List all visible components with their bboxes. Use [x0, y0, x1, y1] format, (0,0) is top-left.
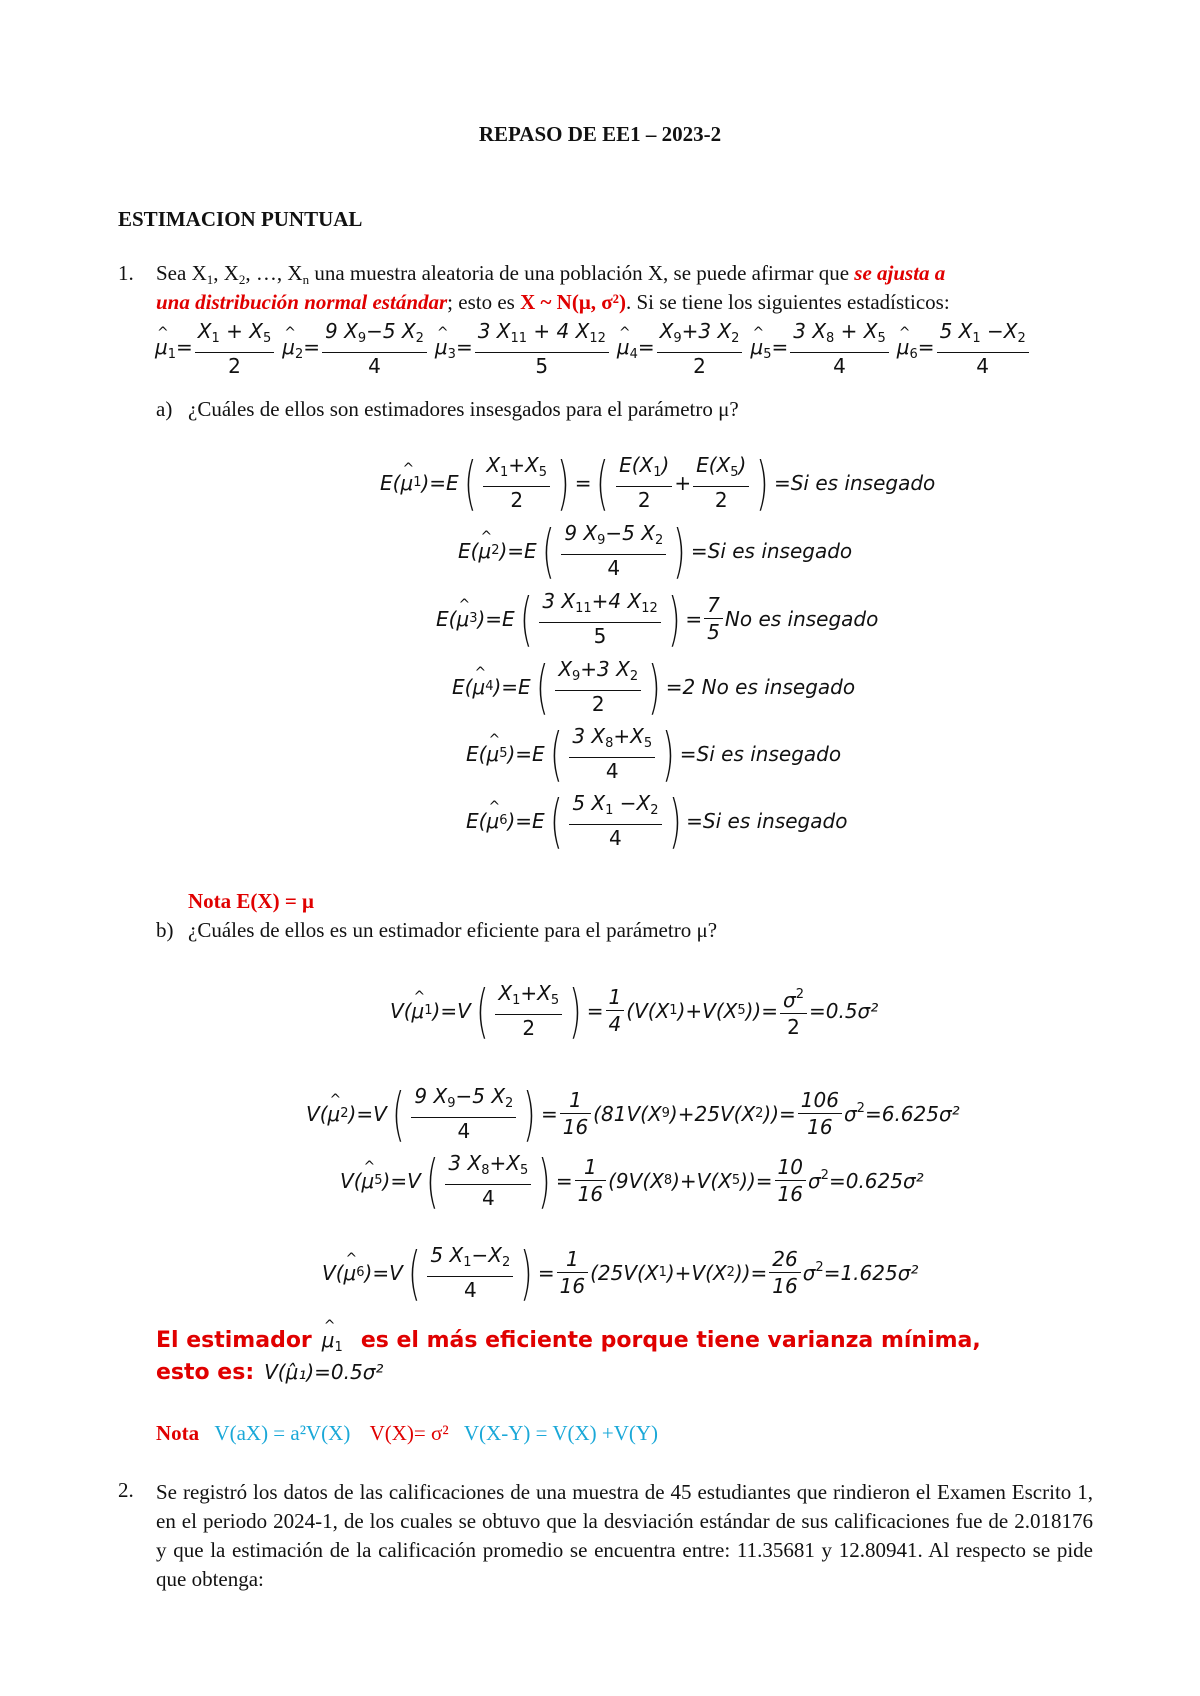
fraction: $\frac{E(X_5)}{2}$ — [693, 452, 749, 513]
fraction: $\frac{3 X_8 + X_5}{4}$ — [790, 318, 889, 379]
q1-highlight: una distribución normal estándar — [156, 290, 448, 314]
subscript: 1 — [206, 272, 214, 287]
fraction: $\frac{1}{16}$ — [575, 1154, 606, 1207]
estimator-mu3: ^ $\mu_3=$ — [435, 335, 473, 362]
conclusion-text: es el más eficiente porque tiene varianza mínima, — [360, 1328, 981, 1353]
fraction: $\frac{3 X_8+X_5}{4}$ — [445, 1150, 531, 1211]
q1-text-part: Sea X — [156, 261, 207, 285]
fraction: $\frac{106}{16}$ — [798, 1087, 842, 1140]
expectation-eq-4: E ( ^ μ 4 )= E ( $\frac{X_9+3 X_2}{2}$ ) = 2 No es insegado — [452, 656, 855, 717]
variance-result: 6.625σ² — [881, 1101, 960, 1126]
fraction: $\frac{3 X_{11}+4 X_{12}}{5}$ — [539, 588, 660, 649]
conclusion-text: El estimador — [156, 1328, 312, 1353]
conclusion-text: esto es: — [156, 1360, 255, 1385]
subscript: 2 — [238, 272, 246, 287]
estimator-definitions — [155, 318, 1031, 379]
section-heading: ESTIMACION PUNTUAL — [118, 207, 363, 231]
expectation-eq-1: E ( ^ μ 1 )= E ( $\frac{X_1+X_5}{2}$ ) = ( $\frac{E(X_1)}{2}$ + $\frac{E(X_5)}{2}$ ) = Si es insegado — [380, 452, 935, 513]
estimator-mu6: ^ $\mu_6=$ — [897, 335, 935, 362]
fraction: $\frac{9 X_9-5 X_2}{4}$ — [411, 1083, 516, 1144]
q1-line1 — [156, 261, 945, 288]
note-label: Nota — [156, 1421, 200, 1445]
q1-number: 1. — [118, 261, 134, 285]
variance-result: 1.625σ² — [840, 1260, 919, 1285]
part-a-question: ¿Cuáles de ellos son estimadores insesgados para el parámetro μ? — [188, 397, 739, 421]
part-b-label: b) — [156, 918, 174, 942]
q1-text-part: . Si se tiene los siguientes estadísticos: — [625, 290, 950, 314]
conclusion-value: V(μ̂₁)=0.5σ² — [264, 1360, 384, 1384]
estimator-mu4: ^ $\mu_4=$ — [617, 335, 655, 362]
fraction: $\frac{9 X_9-5 X_2}{4}$ — [561, 520, 666, 581]
fraction: $\frac{5 X_1 -X_2}{4}$ — [569, 790, 661, 851]
fraction: $\frac{X_1+X_5}{2}$ — [483, 452, 550, 513]
estimator-mu5: ^ $\mu_5=$ — [750, 335, 788, 362]
fraction: $\frac{1}{4}$ — [606, 984, 625, 1037]
expectation-eq-5: E ( ^ μ 5 )= E ( $\frac{3 X_8+X_5}{4}$ ) = Si es insegado — [466, 723, 841, 784]
fraction: $\frac{E(X_1)}{2}$ — [616, 452, 672, 513]
variance-rule-sigma: V(X)= σ² — [369, 1421, 449, 1445]
page-title: REPASO DE EE1 – 2023-2 — [478, 122, 722, 146]
note-variance — [156, 1421, 658, 1446]
result-text: Si es insegado — [707, 538, 853, 563]
fraction: $\frac{10}{16}$ — [775, 1154, 806, 1207]
estimator-mu1-symbol: ^ $\mu_1$ — [322, 1328, 343, 1352]
variance-rule-scale: V(aX) = a²V(X) — [214, 1421, 351, 1445]
result-text: No es insegado — [724, 606, 879, 631]
q1-text-part: , …, X — [245, 261, 303, 285]
fraction: $\frac{3 X_8+X_5}{4}$ — [569, 723, 655, 784]
variance-eq-5: V ( ^ μ 5 )= V ( $\frac{3 X_8+X_5}{4}$ ) = $\frac{1}{16}$ (9 V ( X 8 )+ V ( X 5 ))= $\frac{10}{16}$ $\sigma^2$ = 0.625σ² — [340, 1150, 924, 1211]
result-text: Si es insegado — [790, 470, 936, 495]
conclusion-line1 — [156, 1328, 981, 1355]
distribution-notation: X ~ N(μ, σ²) — [520, 290, 626, 314]
estimator-mu1: ^ $\mu_1=$ — [155, 335, 193, 362]
fraction: $\frac{9 X_9-5 X_2}{4}$ — [322, 318, 427, 379]
variance-rule-difference: V(X-Y) = V(X) +V(Y) — [463, 1421, 659, 1445]
result-text: 2 No es insegado — [682, 674, 856, 699]
variance-result: 0.5σ² — [825, 998, 879, 1023]
note-expectation: Nota E(X) = μ — [188, 889, 314, 913]
fraction: $\frac{1}{16}$ — [560, 1087, 591, 1140]
part-b-question: ¿Cuáles de ellos es un estimador eficiente para el parámetro μ? — [188, 918, 718, 942]
subscript: n — [302, 272, 310, 287]
fraction: $\frac{X_9+3 X_2}{2}$ — [555, 656, 641, 717]
expectation-eq-2: E ( ^ μ 2 )= E ( $\frac{9 X_9-5 X_2}{4}$ ) = Si es insegado — [458, 520, 852, 581]
q2-text: Se registró los datos de las calificaciones de una muestra de 45 estudiantes que rindieron el Examen Escrito 1, en el periodo 2024-1, de los cuales se obtuvo que la desviación estándar de sus calificaciones fue de 2.018176 y que la estimación de la calificación promedio se encuentra entre: 11.35681 y 12.80941. Al respecto se pide que obtenga: — [156, 1480, 1093, 1591]
fraction: $\frac{7}{5}$ — [704, 592, 723, 645]
expectation-eq-6: E ( ^ μ 6 )= E ( $\frac{5 X_1 -X_2}{4}$ ) = Si es insegado — [466, 790, 847, 851]
variance-result: 0.625σ² — [845, 1168, 924, 1193]
result-text: Si es insegado — [702, 808, 848, 833]
q1-line2 — [156, 290, 950, 315]
q1-text-part: una muestra aleatoria de una población X, se puede afirmar que — [309, 261, 855, 285]
fraction: $\frac{5 X_1-X_2}{4}$ — [427, 1242, 513, 1303]
q1-text-part: ; esto es — [447, 290, 521, 314]
result-text: Si es insegado — [696, 741, 842, 766]
fraction: $\frac{X_9+3 X_2}{2}$ — [657, 318, 743, 379]
q1-highlight: se ajusta a — [854, 261, 946, 285]
part-a-label: a) — [156, 397, 173, 421]
fraction: $\frac{\sigma^2}{2}$ — [780, 982, 807, 1040]
variance-eq-6: V ( ^ μ 6 )= V ( $\frac{5 X_1-X_2}{4}$ ) = $\frac{1}{16}$ (25 V ( X 1 )+ V ( X 2 ))= $\frac{26}{16}$ $\sigma^2$ = 1.625σ² — [322, 1242, 918, 1303]
variance-eq-1: V ( ^ μ 1 )= V ( $\frac{X_1+X_5}{2}$ ) = $\frac{1}{4}$ ( V ( X 1 )+ V ( X 5 ))= $\frac{\sigma^2}{2}$ = 0.5σ² — [390, 980, 878, 1041]
fraction: $\frac{3 X_{11} + 4 X_{12}}{5}$ — [475, 318, 609, 379]
variance-eq-2: V ( ^ μ 2 )= V ( $\frac{9 X_9-5 X_2}{4}$ ) = $\frac{1}{16}$ (81 V ( X 9 )+25 V ( X 2 ))= $\frac{106}{16}$ $\sigma^2$ = 6.625σ² — [306, 1083, 960, 1144]
fraction: $\frac{X_1+X_5}{2}$ — [495, 980, 562, 1041]
fraction: $\frac{5 X_1 -X_2}{4}$ — [937, 318, 1029, 379]
estimator-mu2: ^ $\mu_2=$ — [282, 335, 320, 362]
fraction: $\frac{X_1 + X_5}{2}$ — [195, 318, 274, 379]
fraction: $\frac{26}{16}$ — [769, 1246, 800, 1299]
fraction: $\frac{1}{16}$ — [557, 1246, 588, 1299]
expectation-eq-3: E ( ^ μ 3 )= E ( $\frac{3 X_{11}+4 X_{12}}{5}$ ) = $\frac{7}{5}$ No es insegado — [436, 588, 878, 649]
conclusion-line2 — [156, 1360, 383, 1385]
q1-text-part: , X — [213, 261, 239, 285]
q2-number: 2. — [118, 1478, 134, 1502]
